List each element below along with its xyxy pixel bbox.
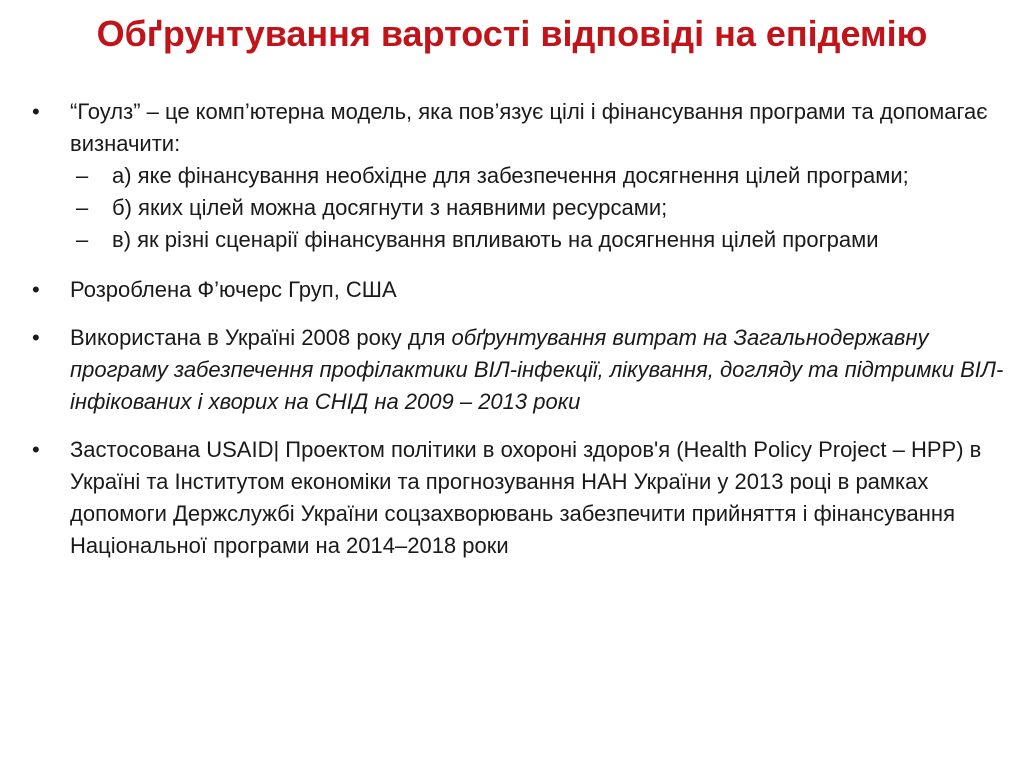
bullet-text: “Гоулз” – це комп’ютерна модель, яка пов’язує цілі і фінансування програми та допомагає визначити: <box>70 99 988 156</box>
sub-item-text: а) яке фінансування необхідне для забезпечення досягнення цілей програми; <box>112 163 909 188</box>
dash-marker: – <box>76 163 89 188</box>
bullet-text-plain: Використана в Україні 2008 року для <box>70 325 452 350</box>
bullet-developer <box>30 274 1015 306</box>
sub-item-b <box>30 192 1015 224</box>
sub-item-a <box>30 160 1015 192</box>
bullet-text-italic: обґрунтування витрат на Загальнодержавну програму забезпечення профілактики ВІЛ-інфекції, лікування, догляду та підтримки ВІЛ-інфікованих і хворих на СНІД на 2009 – 2013 роки <box>70 325 1004 414</box>
bullet-text <box>70 322 1015 418</box>
bullet-usaid-hpp <box>30 434 1015 562</box>
sub-item-text: в) як різні сценарії фінансування впливають на досягнення цілей програми <box>112 227 879 252</box>
bullet-ukraine-2008 <box>30 322 1015 418</box>
bullet-marker: • <box>32 99 40 124</box>
bullet-goals-model <box>30 96 1015 256</box>
dash-marker: – <box>76 227 89 252</box>
bullet-text: Розроблена Ф’ючерс Груп, США <box>70 277 397 302</box>
slide-content <box>30 96 1015 574</box>
sub-item-c <box>30 224 1015 256</box>
bullet-marker: • <box>32 277 40 302</box>
bullet-marker: • <box>32 437 40 462</box>
dash-marker: – <box>76 195 89 220</box>
bullet-text: Застосована USAID| Проектом політики в охороні здоров'я (Health Policy Project – HPP) в Україні та Інститутом економіки та прогнозування НАН України у 2013 році в рамках допомоги Держслужбі України соцзахворювань забезпечити прийняття і фінансування Національної програми на 2014–2018 роки <box>70 437 982 558</box>
bullet-marker: • <box>32 325 40 350</box>
sub-item-text: б) яких цілей можна досягнути з наявними ресурсами; <box>112 195 668 220</box>
slide-title: Обґрунтування вартості відповіді на епідемію <box>96 13 928 54</box>
